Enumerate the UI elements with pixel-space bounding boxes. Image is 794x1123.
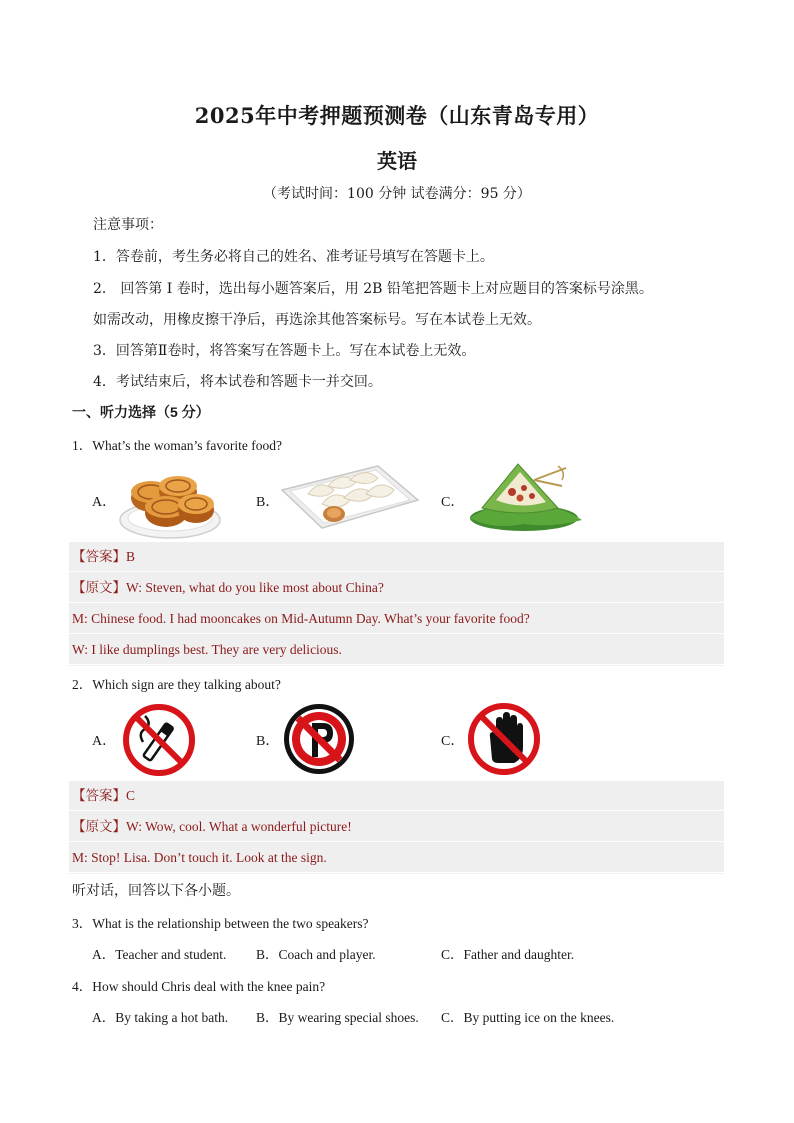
q2-transcript-line: 【原文】W: Wow, cool. What a wonderful picture! (69, 812, 724, 842)
zongzi-image (462, 458, 586, 534)
q1-transcript-line: 【原文】W: Steven, what do you like most about China? (69, 573, 724, 603)
notes-heading: 注意事项： (93, 217, 163, 233)
q4-choice-a: A．By taking a hot bath. (92, 1010, 229, 1025)
exam-info: （考试时间：100 分钟 试卷满分：95 分） (263, 186, 531, 202)
q4-choice-c: C．By putting ice on the knees. (441, 1010, 615, 1025)
q2-option-a-label: A． (92, 734, 117, 749)
mooncakes-image (118, 462, 223, 540)
question-1: 1．What’s the woman’s favorite food? (72, 438, 282, 453)
dumplings-image (278, 460, 420, 532)
paper-title: 2025年中考押题预测卷（山东青岛专用） (194, 103, 600, 128)
do-not-touch-sign (466, 701, 542, 777)
dialogue-instruction: 听对话，回答以下各小题。 (72, 883, 240, 899)
q1-option-a-label: A． (92, 495, 117, 510)
q4-choice-b: B．By wearing special shoes. (256, 1010, 419, 1025)
no-smoking-sign (121, 702, 197, 778)
q1-option-c-label: C． (441, 495, 465, 510)
q1-transcript-line: M: Chinese food. I had mooncakes on Mid-Autumn Day. What’s your favorite food? (69, 604, 724, 634)
q3-choice-c: C．Father and daughter. (441, 947, 575, 962)
q3-choice-b: B．Coach and player. (256, 947, 376, 962)
q3-choice-a: A．Teacher and student. (92, 947, 227, 962)
question-3: 3．What is the relationship between the two speakers? (72, 916, 369, 931)
note-item: 3．回答第Ⅱ卷时，将答案写在答题卡上。写在本试卷上无效。 (93, 343, 476, 359)
note-item-continued: 如需改动，用橡皮擦干净后，再选涂其他答案标号。写在本试卷上无效。 (93, 312, 541, 328)
q2-answer-box (69, 781, 724, 874)
q1-option-b-label: B． (256, 495, 280, 510)
no-parking-sign (281, 701, 357, 777)
question-4: 4．How should Chris deal with the knee pain? (72, 979, 326, 994)
q1-answer: 【答案】B (69, 542, 724, 572)
subject-title: 英语 (377, 149, 417, 173)
note-item: 4．考试结束后，将本试卷和答题卡一并交回。 (93, 374, 382, 390)
section-heading: 一、听力选择（5 分） (72, 404, 210, 420)
note-item: 1．答卷前，考生务必将自己的姓名、准考证号填写在答题卡上。 (93, 249, 494, 265)
q2-answer: 【答案】C (69, 781, 724, 811)
q1-transcript-line: W: I like dumplings best. They are very delicious. (69, 635, 724, 665)
q2-option-c-label: C． (441, 734, 465, 749)
question-2: 2．Which sign are they talking about? (72, 677, 281, 692)
q2-option-b-label: B． (256, 734, 280, 749)
q2-transcript-line: M: Stop! Lisa. Don’t touch it. Look at the sign. (69, 843, 724, 873)
note-item: 2． 回答第 I 卷时，选出每小题答案后，用 2B 铅笔把答题卡上对应题目的答案标号涂黑。 (93, 281, 653, 297)
q1-answer-box (69, 542, 724, 666)
